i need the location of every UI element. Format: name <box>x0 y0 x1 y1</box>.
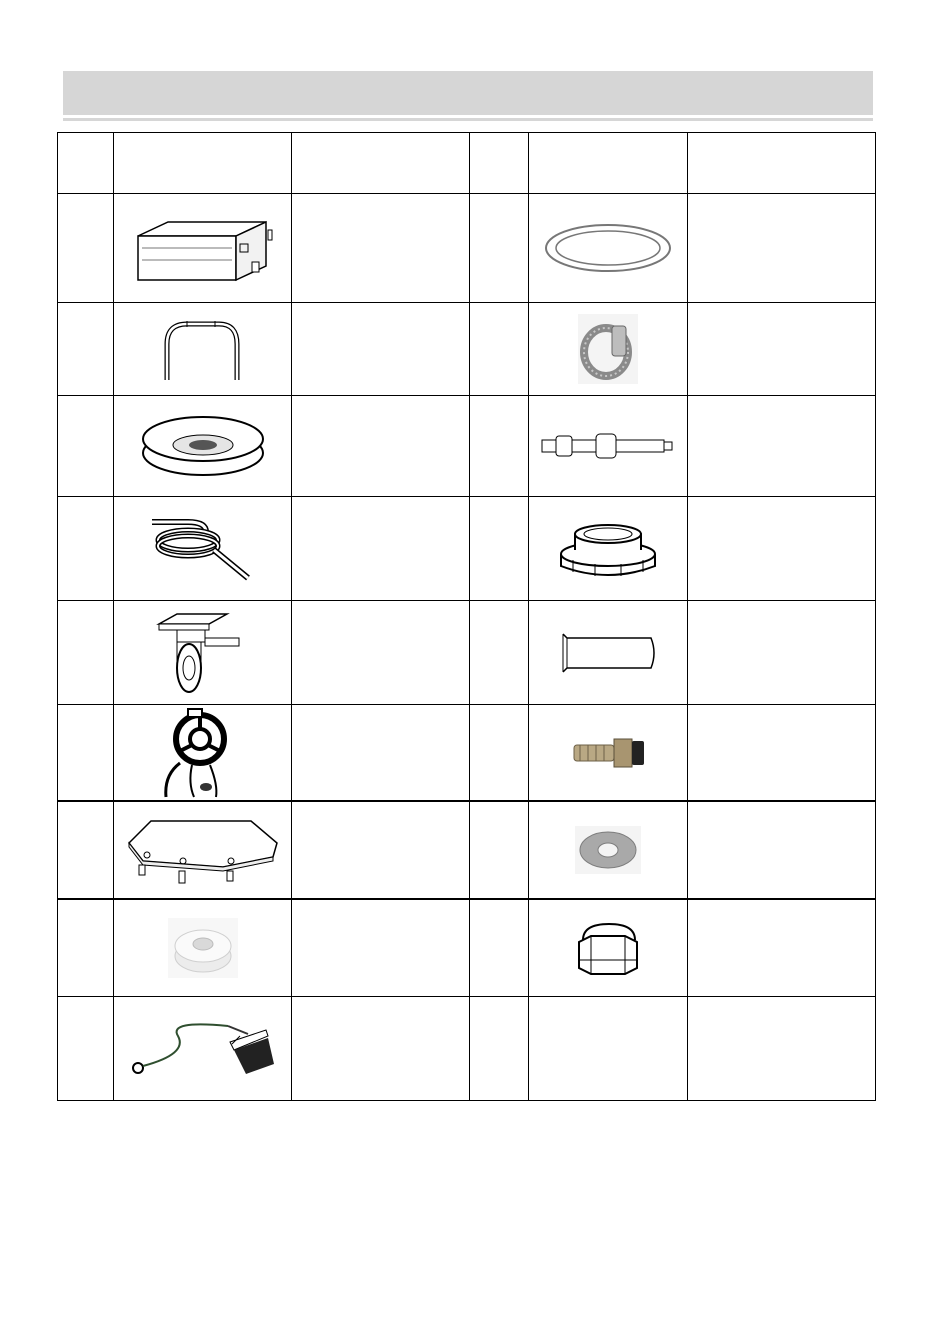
item-number-cell <box>58 601 114 705</box>
item-name-cell <box>688 705 876 801</box>
item-image-cell <box>529 396 688 497</box>
item-name-cell <box>688 303 876 396</box>
round-cover-icon <box>138 411 268 481</box>
table-row <box>58 396 876 497</box>
item-image-cell <box>114 497 292 601</box>
handle-bar-icon <box>153 314 253 384</box>
item-image-cell <box>114 801 292 899</box>
column-header <box>470 133 529 194</box>
item-image-cell <box>529 497 688 601</box>
table-row <box>58 303 876 396</box>
shaft-pin-icon <box>538 426 678 466</box>
item-name-cell <box>688 396 876 497</box>
item-name-cell <box>688 997 876 1101</box>
item-image-cell <box>529 801 688 899</box>
cap-nut-icon <box>573 918 643 978</box>
column-header <box>292 133 470 194</box>
item-image-cell <box>114 396 292 497</box>
column-header <box>58 133 114 194</box>
item-image-cell <box>114 899 292 997</box>
item-number-cell <box>470 705 529 801</box>
table-row <box>58 899 876 997</box>
item-image-cell <box>529 303 688 396</box>
ptfe-tape-icon <box>168 918 238 978</box>
item-image-cell <box>114 303 292 396</box>
item-name-cell <box>292 705 470 801</box>
table-header-row <box>58 133 876 194</box>
table-row <box>58 194 876 303</box>
item-number-cell <box>470 997 529 1101</box>
table-row <box>58 601 876 705</box>
item-image-cell-empty <box>529 997 688 1101</box>
threaded-nut-icon <box>553 514 663 584</box>
item-number-cell <box>58 497 114 601</box>
base-plate-icon <box>123 815 283 885</box>
item-number-cell <box>58 303 114 396</box>
item-number-cell <box>470 303 529 396</box>
item-name-cell <box>688 497 876 601</box>
item-name-cell <box>292 194 470 303</box>
item-image-cell <box>529 601 688 705</box>
item-number-cell <box>470 601 529 705</box>
column-header <box>114 133 292 194</box>
item-image-cell <box>529 705 688 801</box>
item-name-cell <box>292 801 470 899</box>
item-name-cell <box>292 303 470 396</box>
pump-icon <box>158 705 248 799</box>
item-number-cell <box>58 997 114 1101</box>
washer-icon <box>575 826 641 874</box>
parts-list-table <box>57 132 876 1101</box>
table-row <box>58 497 876 601</box>
table-row <box>58 705 876 801</box>
coiled-tube-icon <box>148 514 258 584</box>
item-name-cell <box>292 997 470 1101</box>
gasket-ring-icon <box>538 218 678 278</box>
table-row <box>58 997 876 1101</box>
caster-wheel-icon <box>153 610 253 696</box>
item-image-cell <box>114 601 292 705</box>
item-image-cell <box>114 194 292 303</box>
item-name-cell <box>688 194 876 303</box>
column-header <box>688 133 876 194</box>
item-name-cell <box>688 899 876 997</box>
item-number-cell <box>470 801 529 899</box>
section-title <box>63 71 873 95</box>
item-image-cell <box>114 705 292 801</box>
item-number-cell <box>58 194 114 303</box>
item-number-cell <box>470 396 529 497</box>
hose-clamp-icon <box>578 314 638 384</box>
column-header <box>529 133 688 194</box>
header-divider <box>63 118 873 121</box>
item-number-cell <box>58 705 114 801</box>
item-image-cell <box>529 194 688 303</box>
sleeve-tube-icon <box>553 628 663 678</box>
item-name-cell <box>292 601 470 705</box>
ground-clip-cable-icon <box>128 1014 278 1084</box>
item-number-cell <box>470 899 529 997</box>
item-name-cell <box>292 497 470 601</box>
item-number-cell <box>58 396 114 497</box>
item-name-cell <box>688 801 876 899</box>
item-image-cell <box>529 899 688 997</box>
item-number-cell <box>58 801 114 899</box>
item-name-cell <box>688 601 876 705</box>
item-number-cell <box>58 899 114 997</box>
section-header-bar <box>63 71 873 115</box>
item-number-cell <box>470 497 529 601</box>
item-image-cell <box>114 997 292 1101</box>
table-row <box>58 801 876 899</box>
item-number-cell <box>470 194 529 303</box>
item-name-cell <box>292 899 470 997</box>
item-name-cell <box>292 396 470 497</box>
brass-fitting-icon <box>568 727 648 777</box>
water-tank-icon <box>128 208 278 288</box>
